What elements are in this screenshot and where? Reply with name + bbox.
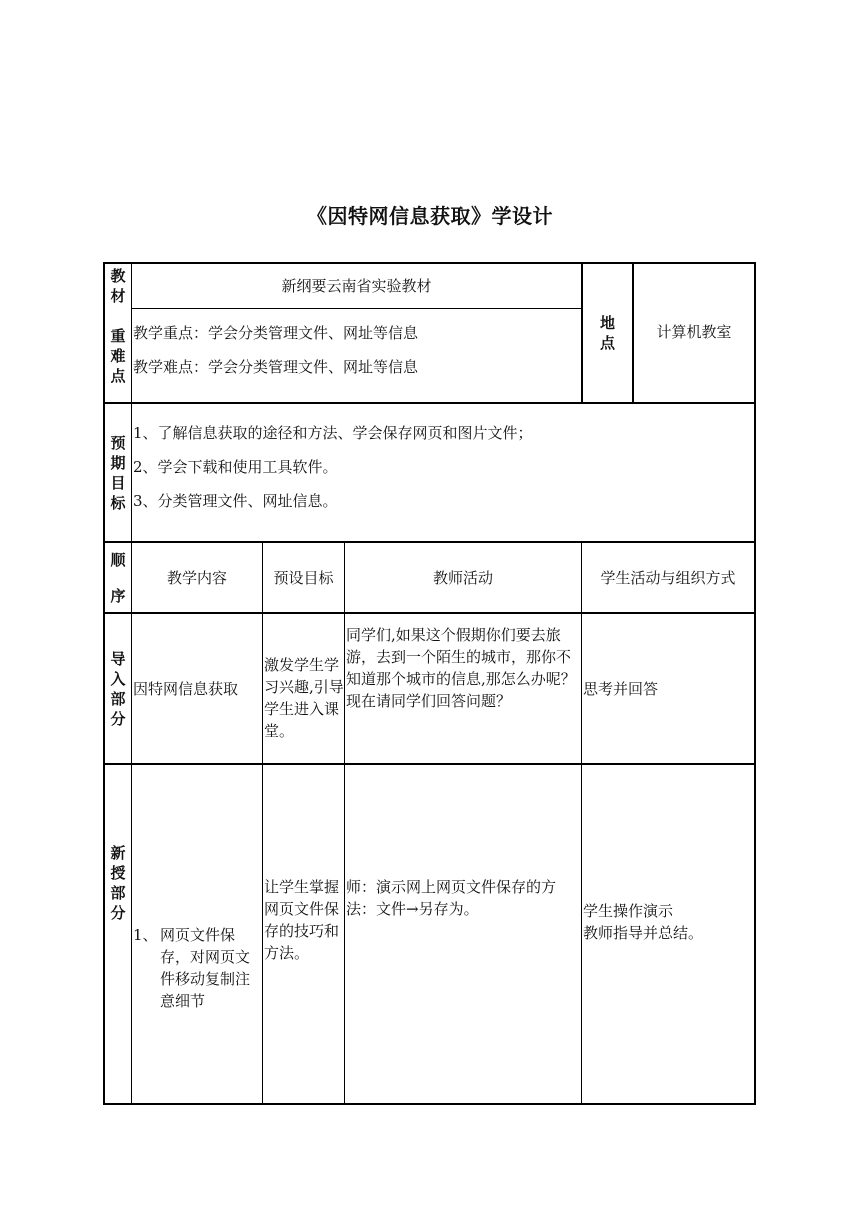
col-divider-teacher [581,542,582,1105]
col-divider-target [344,542,345,1105]
new-teacher: 师：演示网上网页文件保存的方法：文件→另存为。 [346,878,557,918]
new-content: 网页文件保存，对网页文件移动复制注意细节 [160,926,251,1010]
keypoints-label-text: 重难点 [110,326,126,385]
col-header-order-text: 顺 序 [110,550,126,605]
keypoint-focus: 教学重点：学会分类管理文件、网址等信息 [133,324,419,342]
intro-content: 因特网信息获取 [133,680,239,698]
new-target: 让学生掌握网页文件保存的技巧和方法。 [264,878,340,962]
new-student: 学生操作演示 教师指导并总结。 [583,902,704,942]
row-divider-keypoints [103,402,756,404]
new-content-number: 1、 [133,926,158,944]
col-header-target: 预设目标 [273,568,334,587]
new-section-text: 新授部分 [110,843,126,922]
goals-label-text: 预期目标 [110,433,126,512]
row-divider-material [131,308,583,309]
new-section-label [105,765,131,1000]
table-border-bottom [103,1103,756,1105]
intro-student: 思考并回答 [583,680,659,698]
document-title: 《因特网信息获取》学设计 [307,204,553,228]
lesson-plan-table [103,262,756,1105]
keypoint-difficulty: 教学难点：学会分类管理文件、网址等信息 [133,358,419,376]
col-header-order [105,543,131,612]
col-divider-side [131,262,132,1105]
material-label-text: 教材 [110,267,126,305]
intro-section-label [105,614,131,763]
place-label [583,264,632,402]
place-label-text: 地点 [599,314,615,352]
col-divider-content [262,542,263,1105]
goal-item: 3、分类管理文件、网址信息。 [133,492,338,510]
intro-teacher: 同学们,如果这个假期你们要去旅游，去到一个陌生的城市，那你不知道那个城市的信息,那怎么办呢？ 现在请同学们回答问题？ [346,626,576,710]
row-divider-intro [103,763,756,765]
place-value: 计算机教室 [656,323,732,341]
goal-item: 1、了解信息获取的途径和方法、学会保存网页和图片文件； [133,424,533,442]
goal-item: 2、学会下载和使用工具软件。 [133,458,338,476]
material-value: 新纲要云南省实验教材 [281,277,432,295]
col-header-content: 教学内容 [166,568,227,587]
row-divider-header [103,612,756,614]
table-border-right [754,262,756,1105]
material-label [105,264,131,308]
intro-section-text: 导入部分 [110,649,126,728]
keypoints-label [105,309,131,402]
col-header-student: 学生活动与组织方式 [600,568,736,587]
intro-target: 激发学生学习兴趣,引导学生进入课堂。 [264,656,344,740]
goals-label [105,404,131,541]
col-header-teacher: 教师活动 [432,568,493,587]
